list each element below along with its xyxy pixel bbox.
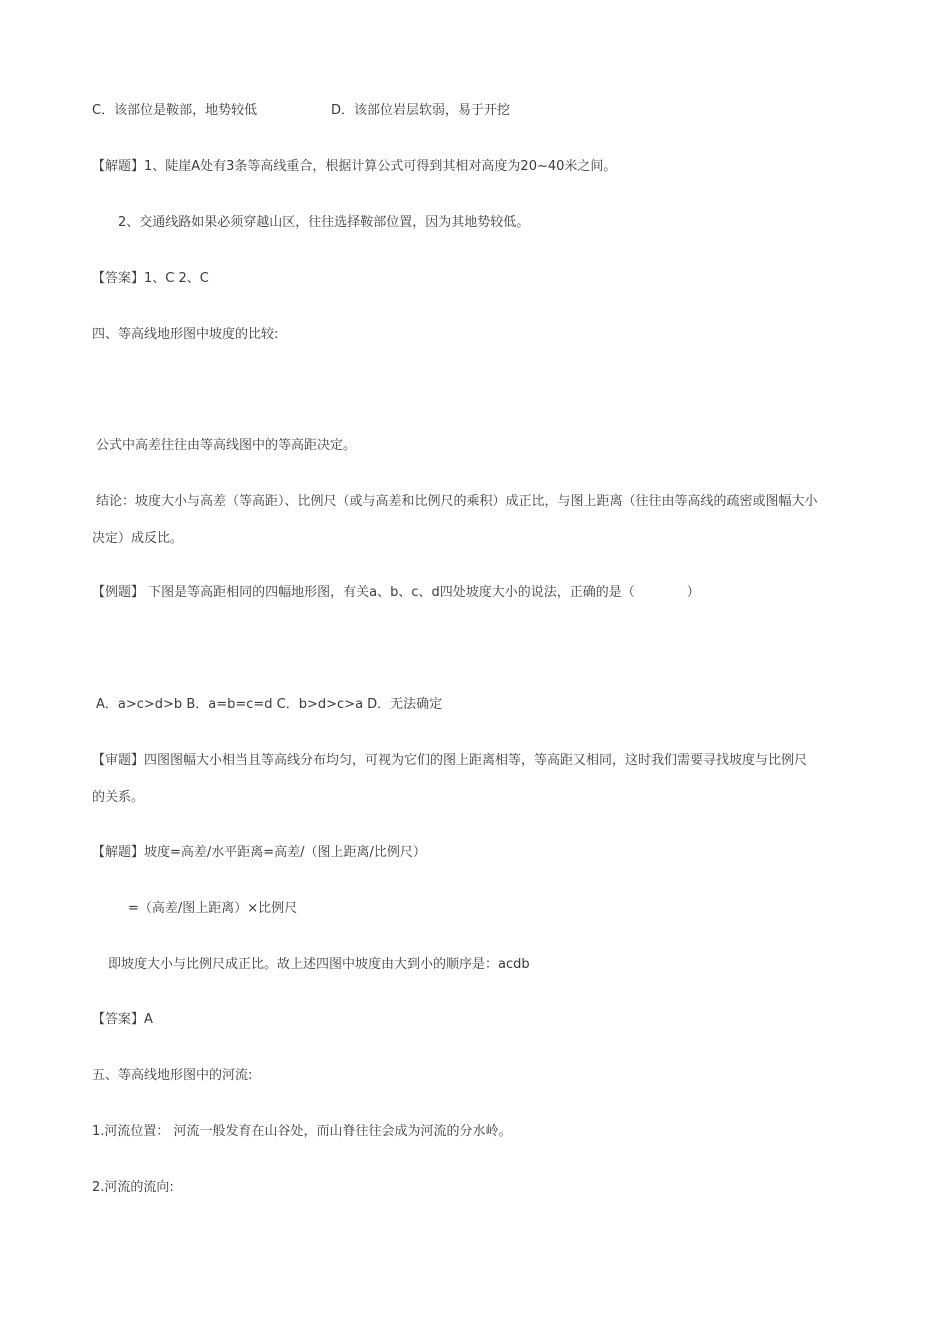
example-question bbox=[92, 585, 700, 601]
river-position: 1.河流位置： 河流一般发育在山谷处，而山脊往往会成为河流的分水岭。 bbox=[92, 1124, 512, 1139]
river-direction: 2.河流的流向: bbox=[92, 1180, 174, 1195]
answer-2: 【答案】A bbox=[92, 1012, 153, 1027]
option-d: D．该部位岩层软弱，易于开挖 bbox=[331, 103, 511, 118]
solution-2: 2、交通线路如果必须穿越山区，往往选择鞍部位置，因为其地势较低。 bbox=[118, 215, 530, 230]
analysis-line-2: 的关系。 bbox=[92, 790, 145, 805]
solution-4: =（高差/图上距离）×比例尺 bbox=[128, 901, 298, 916]
solution-5: 即坡度大小与比例尺成正比。故上述四图中坡度由大到小的顺序是：acdb bbox=[108, 957, 530, 972]
formula-note: 公式中高差往往由等高线图中的等高距决定。 bbox=[96, 438, 357, 453]
conclusion-line-1: 结论：坡度大小与高差（等高距）、比例尺（或与高差和比例尺的乘积）成正比，与图上距离（往往由等高线的疏密或图幅大小 bbox=[96, 494, 818, 509]
solution-3: 【解题】坡度=高差/水平距离=高差/（图上距离/比例尺） bbox=[92, 845, 426, 860]
section-5-heading: 五、等高线地形图中的河流: bbox=[92, 1068, 253, 1083]
example-text: 【例题】 下图是等高距相同的四幅地形图，有关a、b、c、d四处坡度大小的说法，正确的是（ bbox=[92, 585, 635, 600]
solution-1: 【解题】1、陡崖A处有3条等高线重合，根据计算公式可得到其相对高度为20~40米之间。 bbox=[92, 159, 617, 174]
example-paren-close: ） bbox=[686, 585, 700, 600]
analysis-line-1: 【审题】四图图幅大小相当且等高线分布均匀，可视为它们的图上距离相等，等高距又相同，这时我们需要寻找坡度与比例尺 bbox=[92, 753, 808, 768]
answer-1: 【答案】1、C 2、C bbox=[92, 271, 209, 286]
choices: A．a>c>d>b B．a=b=c=d C．b>d>c>a D．无法确定 bbox=[96, 697, 443, 712]
conclusion-line-2: 决定）成反比。 bbox=[92, 531, 184, 546]
section-4-heading: 四、等高线地形图中坡度的比较: bbox=[92, 327, 279, 342]
option-c: C．该部位是鞍部，地势较低 bbox=[92, 103, 258, 118]
